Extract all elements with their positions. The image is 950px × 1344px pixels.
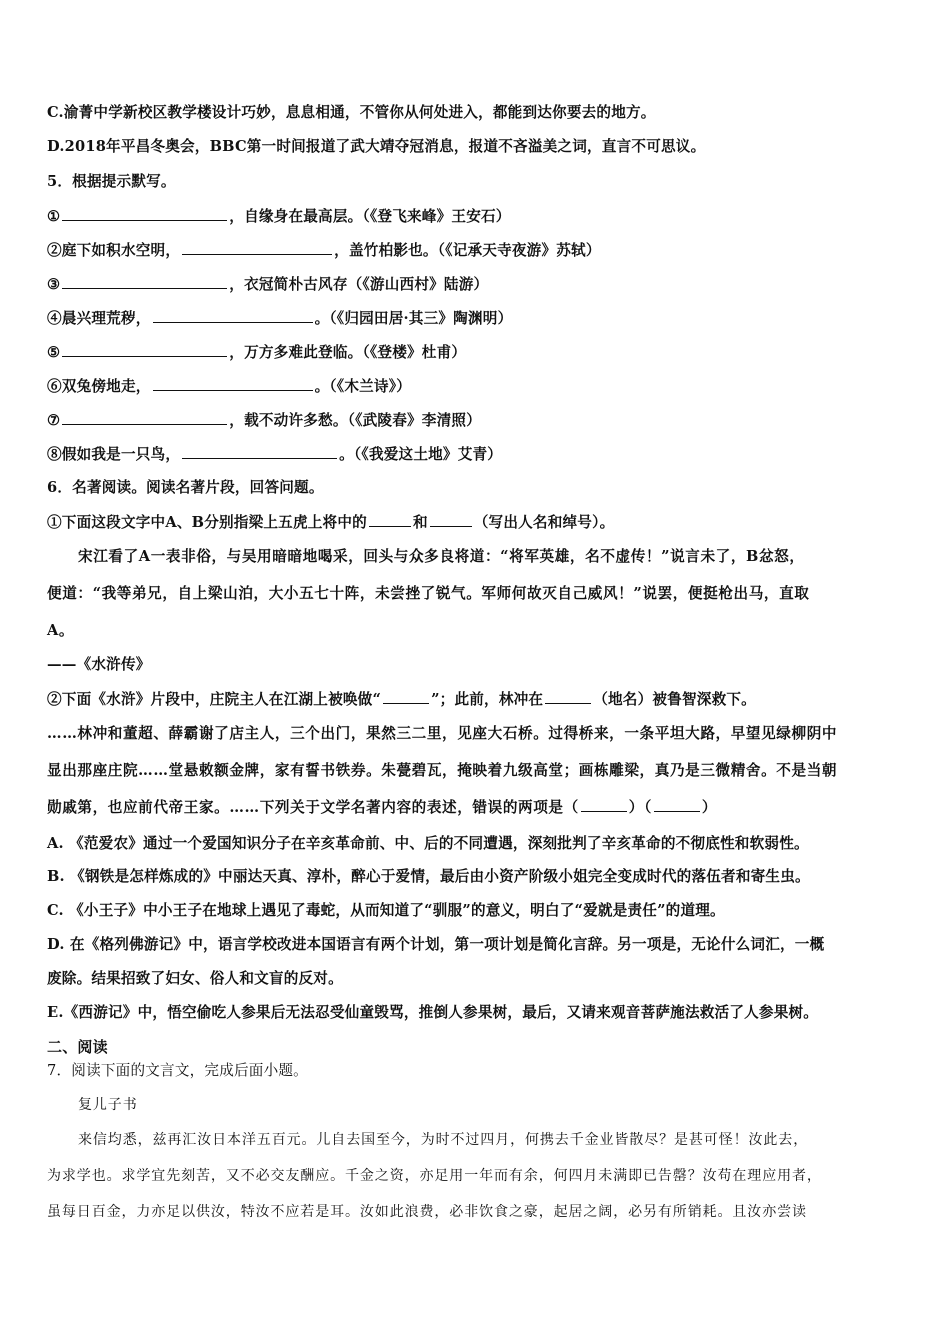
q6-option-c: C. 《小王子》中小王子在地球上遇见了毒蛇，从而知道了“驯服”的意义，明白了“爱就是责任”的道理。 [47,902,725,919]
article-line: 为求学也。求学宜先刻苦，又不必交友酬应。千金之资，亦足用一年而有余，何四月未满即已告罄？汝苟在理应用者， [47,1168,822,1184]
item-number: ④ [47,310,62,327]
part2-text: ②下面《水浒》片段中，庄院主人在江湖上被唤做“ [47,691,382,708]
q5-item-6 [47,376,910,397]
item-after: 。（《木兰诗》） [314,378,412,395]
answer-blank[interactable] [654,797,700,812]
q5-item-5 [47,342,910,363]
item-number: ① [47,208,61,225]
section-heading: 二、阅读 [47,1038,108,1056]
item-after: ，衣冠简朴古风存（《游山西村》陆游） [229,276,489,293]
part1-text: ①下面这段文字中A、B分别指梁上五虎上将中的 [47,514,367,531]
item-number: ⑤ [47,344,61,361]
option-text: 渝菁中学新校区教学楼设计巧妙，息息相通，不管你从何处进入，都能到达你要去的地方。 [63,104,656,121]
item-number: ⑧ [47,446,62,463]
article-line: 虽每日百金，力亦足以供汝，特汝不应若是耳。汝如此浪费，必非饮食之豪，起居之阔，必另有所销耗。且汝亦尝读 [47,1204,807,1220]
passage1-source: ——《水浒传》 [47,656,151,673]
passage2-text: 勋戚第，也应前代帝王家。……下列关于文学名著内容的表述，错误的两项是（ [47,799,579,816]
passage2-line: 显出那座庄院……堂悬敕额金牌，家有誓书铁券。朱甍碧瓦，掩映着九级高堂；画栋雕梁，真乃是三微精舍。不是当朝 [47,762,838,779]
article-title: 复儿子书 [78,1097,138,1113]
passage1-line: A。 [47,622,75,639]
q6-part1 [47,512,910,533]
item-before: 庭下如积水空明， [61,242,181,259]
paren-mid: ）（ [628,799,652,816]
q6-title: 6．名著阅读。阅读名著片段，回答问题。 [47,479,324,496]
part2-mid: ”；此前，林冲在 [431,691,544,708]
q6-option-d: D. 在《格列佛游记》中，语言学校改进本国语言有两个计划，第一项计划是简化言辞。另一项是，无论什么词汇，一概 [47,936,825,953]
part1-mid: 和 [412,514,428,531]
answer-blank[interactable] [545,689,591,704]
q5-item-2 [47,240,910,261]
answer-blank[interactable] [182,444,337,459]
q6-option-d-cont: 废除。结果招致了妇女、俗人和文盲的反对。 [47,970,343,987]
item-before: 双兔傍地走， [61,378,151,395]
item-after: ，盖竹柏影也。（《记承天寺夜游》苏轼） [334,242,601,259]
q4-option-c [47,103,910,123]
item-number: ② [47,242,62,259]
item-before: 假如我是一只鸟， [61,446,181,463]
answer-blank[interactable] [383,689,429,704]
item-after: 。（《归园田居·其三》陶渊明） [314,310,513,327]
answer-blank[interactable] [369,512,411,527]
part2-after: （地名）被鲁智深救下。 [593,691,756,708]
passage1-line: 便道：“我等弟兄，自上梁山泊，大小五七十阵，未尝挫了锐气。军师何故灭自己威风！”说罢，便挺枪出马，直取 [47,585,810,602]
q5-item-1 [47,206,910,227]
answer-blank[interactable] [430,512,472,527]
q5-item-3 [47,274,910,295]
item-after: ，载不动许多愁。（《武陵春》李清照） [229,412,481,429]
item-number: ⑥ [47,378,62,395]
option-letter: C. [47,104,64,121]
option-text: 2018年平昌冬奥会，BBC第一时间报道了武大靖夺冠消息，报道不吝溢美之词，直言不可思议。 [64,138,706,155]
item-after: ，自缘身在最高层。（《登飞来峰》王安石） [229,208,511,225]
article-line: 来信均悉，兹再汇汝日本洋五百元。儿自去国至今，为时不过四月，何携去千金业皆散尽？是甚可怪！汝此去， [78,1132,809,1148]
q5-title: 5．根据提示默写。 [47,173,176,190]
q6-option-e: E.《西游记》中，悟空偷吃人参果后无法忍受仙童毁骂，推倒人参果树，最后，又请来观音菩萨施法救活了人参果树。 [47,1004,819,1021]
item-after: ，万方多难此登临。（《登楼》杜甫） [229,344,467,361]
answer-blank[interactable] [62,342,227,357]
answer-blank[interactable] [182,240,332,255]
passage1-line: 宋江看了A一表非俗，与吴用暗暗地喝采，回头与众多良将道：“将军英雄，名不虚传！”说言未了，B忿怒， [78,548,805,565]
answer-blank[interactable] [153,376,313,391]
q5-item-7 [47,410,910,431]
answer-blank[interactable] [581,797,627,812]
q4-option-d [47,137,910,157]
answer-blank[interactable] [62,274,227,289]
passage2-line-last [47,797,910,818]
item-after: 。（《我爱这土地》艾青） [339,446,503,463]
answer-blank[interactable] [62,206,227,221]
paren-end: ） [701,799,718,816]
q6-part2 [47,689,910,710]
passage2-line: ……林冲和董超、薛霸谢了店主人，三个出门，果然三二里，见座大石桥。过得桥来，一条平坦大路，早望见绿柳阴中 [47,725,838,742]
item-before: 晨兴理荒秽， [61,310,151,327]
q6-option-b: B. 《钢铁是怎样炼成的》中丽达天真、淳朴，醉心于爱情，最后由小资产阶级小姐完全变成时代的落伍者和寄生虫。 [47,868,810,885]
answer-blank[interactable] [153,308,313,323]
q5-item-8 [47,444,910,465]
item-number: ⑦ [47,412,61,429]
part1-after: （写出人名和绰号）。 [473,514,615,531]
option-letter: D. [47,138,65,155]
item-number: ③ [47,276,61,293]
q7-title: 7．阅读下面的文言文，完成后面小题。 [47,1062,308,1079]
q5-item-4 [47,308,910,329]
answer-blank[interactable] [62,410,227,425]
q6-option-a: A. 《范爱农》通过一个爱国知识分子在辛亥革命前、中、后的不同遭遇，深刻批判了辛亥革命的不彻底性和软弱性。 [47,835,809,852]
